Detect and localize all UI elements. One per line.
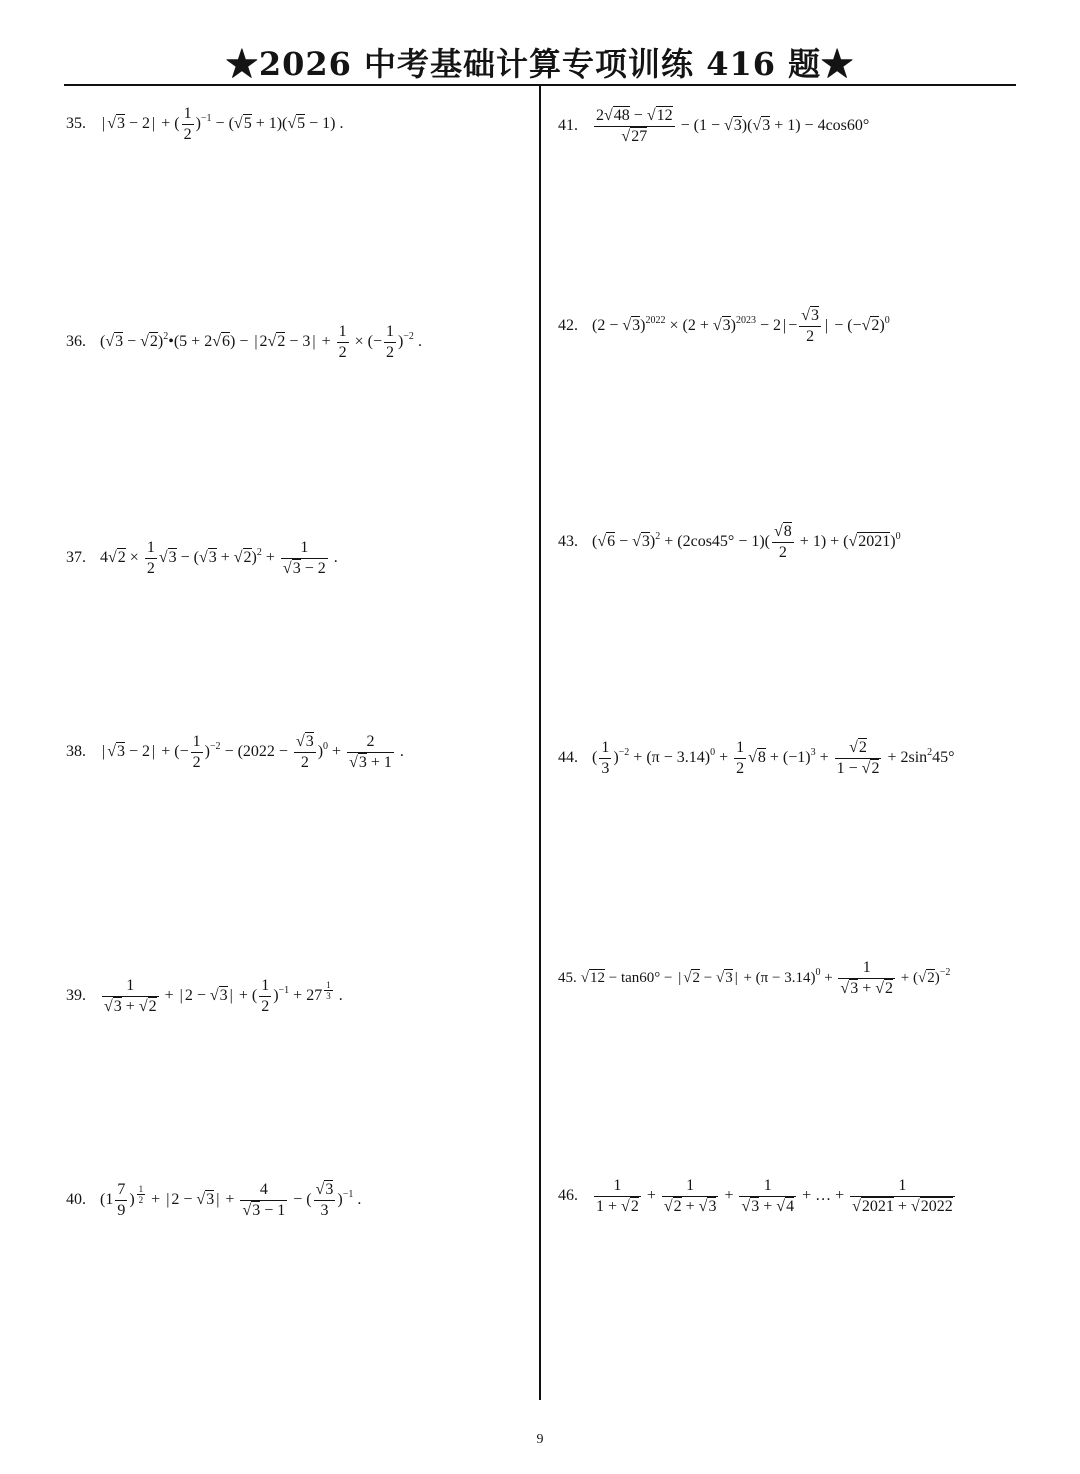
problem-number: 38. (66, 743, 86, 761)
problem-41: 41. $\frac{2√48 - √12}{√27}$ − (1 − √3)(√3 + 1) − 4cos60° (558, 107, 870, 145)
problem-number: 36. (66, 333, 86, 351)
problem-44: 44. ( $\frac{1}{3}$ )$^{-2} + (\pi - 3.14)^0$ + $\frac{1}{2}$ $√8 + (-1)^3$ + $\frac{√2}{1 - √2}$ + $2\sin^245^\circ$ (558, 739, 955, 777)
page-number: 9 (536, 1432, 544, 1447)
problem-number: 43. (558, 533, 578, 551)
problem-35: 35. | √3 − 2 | + ( $\frac{1}{2}$ )$^{-1}$ − (√5 + 1)(√5 − 1) . (66, 105, 344, 143)
problem-number: 41. (558, 117, 578, 135)
problem-number: 40. (66, 1191, 86, 1209)
problem-number: 35. (66, 115, 86, 133)
problem-number: 37. (66, 549, 86, 567)
problem-36: 36. $(√3 - √2)^2•(5 + 2√6)$ − | 2√2 − 3 | + $\frac{1}{2}$ × (− $\frac{1}{2}$ )$^{-2}$ . (66, 323, 422, 361)
page-title: ★2026 中考基础计算专项训练 416 题★ (225, 45, 855, 83)
problem-37: 37. 4√2 × $\frac{1}{2}$ $√3 - (√3 + √2)^2$ + $\frac{1}{√3 - 2}$ . (66, 539, 338, 577)
problem-40: 40. (1 $\frac{7}{9}$ ) $^{\frac{1}{2}}$ + | 2 − √3 | + $\frac{4}{√3 - 1}$ − ( $\frac{√3}{3}$ )$^{-1}$ . (66, 1181, 362, 1219)
problem-number: 44. (558, 749, 578, 767)
problem-42: 42. $(2 - √3)^{2022} \times (2 + √3)^{2023} - 2$ | − $\frac{√3}{2}$ | − $(-√2)^0$ (558, 307, 890, 345)
problem-number: 46. (558, 1187, 578, 1205)
column-divider (539, 86, 541, 1400)
problem-43: 43. $(√6 - √3)^2 + (2\cos 45^\circ - 1)$( $\frac{√8}{2}$ + $1) + (√2021)^0$ (558, 523, 901, 561)
problem-39: 39. $\frac{1}{√3 + √2}$ + | 2 − √3 | + ( $\frac{1}{2}$ )$^{-1}$ + 27 $^{\frac{1}{3}}$ . (66, 977, 343, 1015)
problem-number: 45. (558, 969, 577, 986)
problem-46: 46. $\frac{1}{1 + √2}$ + $\frac{1}{√2 + √3}$ + $\frac{1}{√3 + √4}$ + … + $\frac{1}{√2021 + √2022}$ (558, 1177, 953, 1215)
problem-number: 42. (558, 317, 578, 335)
problem-38: 38. | √3 − 2 | + (− $\frac{1}{2}$ )$^{-2}$ − (2022 − $\frac{√3}{2}$ )$^0$ + $\frac{2}{√3 + 1}$ . (66, 733, 404, 771)
problem-number: 39. (66, 987, 86, 1005)
problem-45: 45. √12 − tan60° − | √2 − √3 | + $(\pi - 3.14)^0$ + $\frac{1}{√3 + √2}$ + $(√2)^{-2}$ (558, 959, 951, 997)
